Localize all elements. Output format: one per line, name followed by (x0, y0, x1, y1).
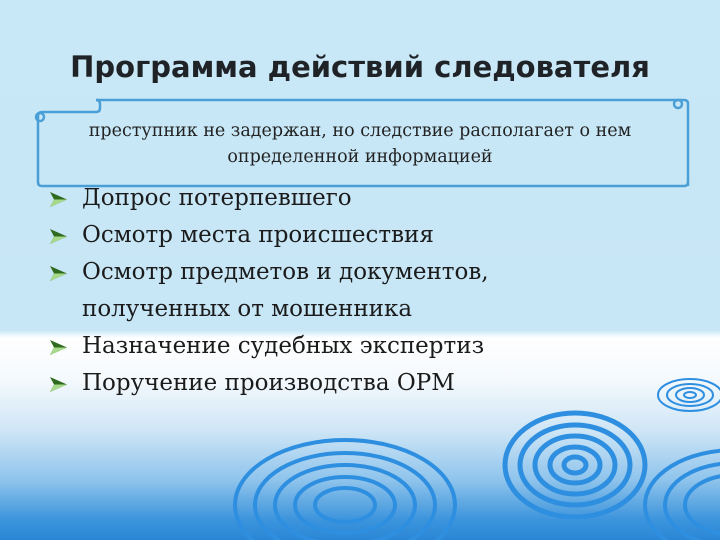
list-item-text: Осмотр места происшествия (82, 222, 434, 248)
list-item (48, 217, 688, 254)
list-item-text: Допрос потерпевшего (82, 185, 352, 211)
list-item-text: Назначение судебных экспертиз (82, 333, 485, 359)
case-condition-subtitle (60, 118, 660, 170)
list-item (48, 254, 688, 328)
subtitle-line-1: преступник не задержан, но следствие располагает о нем (88, 121, 632, 141)
slide-title: Программа действий следователя (70, 50, 650, 84)
list-item (48, 180, 688, 217)
list-item-text-line-2: полученных от мошенника (82, 296, 413, 322)
arrowhead-bullet-icon (48, 191, 68, 208)
arrowhead-bullet-icon (48, 376, 68, 393)
subtitle-line-2: определенной информацией (227, 147, 493, 167)
list-item-text: Поручение производства ОРМ (82, 370, 455, 396)
arrowhead-bullet-icon (48, 228, 68, 245)
list-item-text-line-1: Осмотр предметов и документов, (82, 259, 489, 285)
arrowhead-bullet-icon (48, 339, 68, 356)
list-item (48, 328, 688, 365)
arrowhead-bullet-icon (48, 265, 68, 282)
list-item (48, 365, 688, 402)
action-list (48, 180, 688, 402)
